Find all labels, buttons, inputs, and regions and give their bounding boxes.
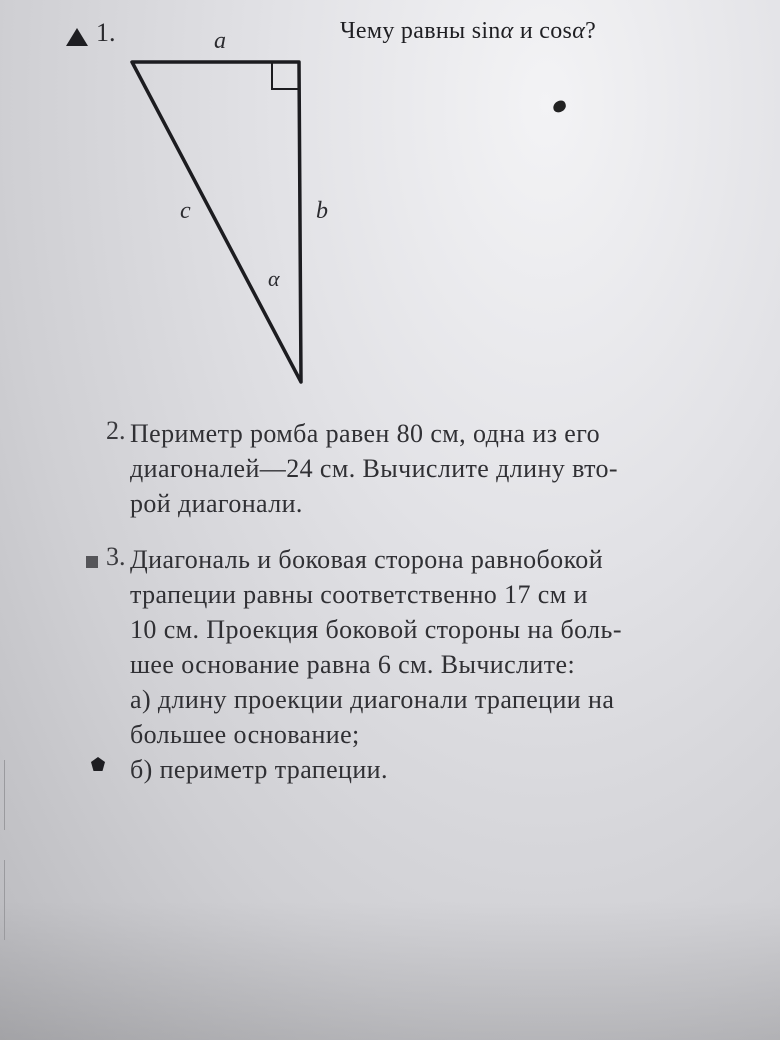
sin-text: sin bbox=[471, 18, 501, 44]
side-label-b: b bbox=[316, 198, 328, 224]
square-marker-icon bbox=[86, 556, 98, 568]
problem-1-number: 1. bbox=[96, 18, 116, 47]
page-shadow bbox=[0, 900, 780, 1040]
alpha-symbol: α bbox=[500, 18, 514, 44]
question-end: ? bbox=[585, 18, 597, 44]
margin-mark bbox=[4, 860, 5, 940]
problem-3-number: 3. bbox=[106, 542, 126, 571]
problem-3-line: б) периметр трапеции. bbox=[130, 755, 388, 784]
angle-label-alpha: α bbox=[268, 266, 280, 291]
right-angle-mark bbox=[272, 62, 299, 89]
pentagon-marker-icon bbox=[90, 756, 106, 772]
problem-3-line: шее основание равна 6 см. Вычислите: bbox=[130, 650, 576, 679]
problem-3-text bbox=[130, 542, 622, 787]
alpha-symbol-2: α bbox=[572, 18, 586, 44]
problem-3-line: 10 см. Проекция боковой стороны на боль- bbox=[130, 615, 622, 644]
side-label-c: c bbox=[180, 198, 191, 224]
triangle-shape bbox=[132, 62, 301, 382]
and-text: и bbox=[513, 18, 540, 44]
question-prefix: Чему равны bbox=[340, 18, 472, 44]
side-label-a: a bbox=[214, 28, 226, 54]
problem-2-line: диагоналей—24 см. Вычислите длину вто- bbox=[130, 454, 618, 483]
margin-mark bbox=[4, 760, 5, 830]
problem-3-line: Диагональ и боковая сторона равнобокой bbox=[130, 545, 604, 574]
problem-3-line: а) длину проекции диагонали трапеции на bbox=[130, 685, 615, 714]
problem-3-line: трапеции равны соответственно 17 см и bbox=[130, 580, 588, 609]
problem-2-line: рой диагонали. bbox=[130, 489, 303, 518]
problem-2-text bbox=[130, 416, 618, 521]
cos-text: cos bbox=[539, 18, 573, 44]
problem-3-line: большее основание; bbox=[130, 720, 360, 749]
right-triangle-figure bbox=[0, 0, 780, 420]
problem-2-number: 2. bbox=[106, 416, 126, 445]
problem-2-line: Периметр ромба равен 80 см, одна из его bbox=[130, 419, 601, 448]
